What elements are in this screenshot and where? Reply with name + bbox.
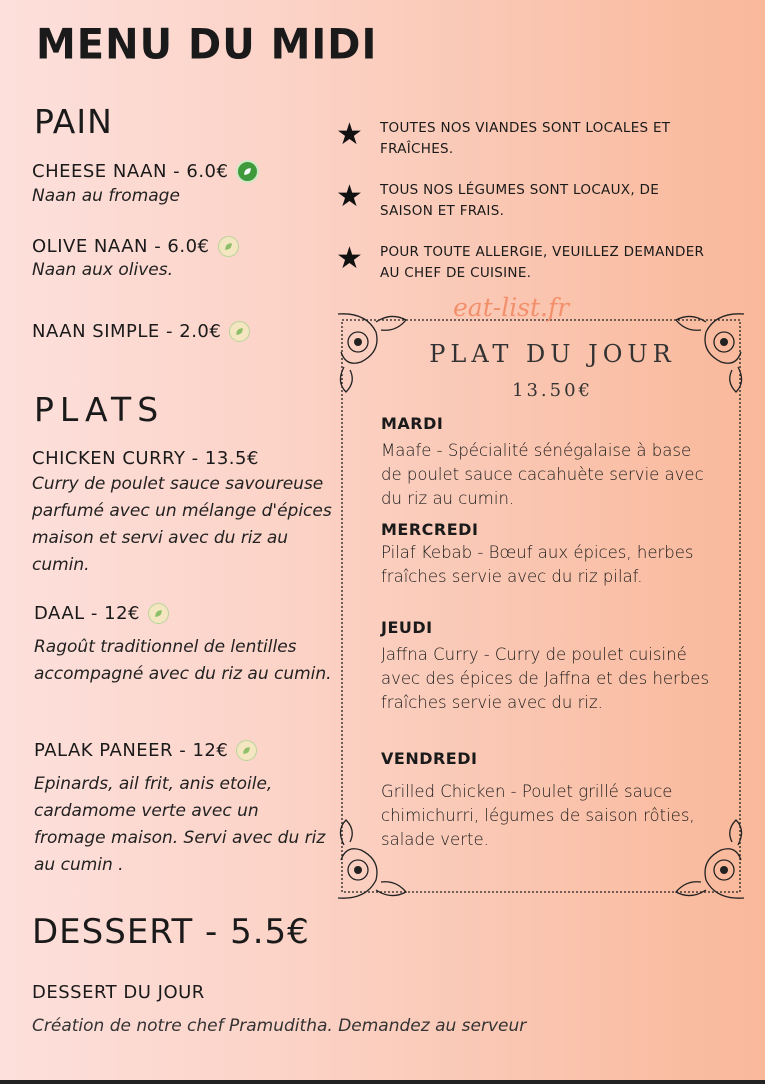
day-block-mercredi <box>381 520 711 589</box>
note-text: TOUTES NOS VIANDES SONT LOCALES ET FRAÎCHES. <box>380 120 671 157</box>
day-block-vendredi <box>381 749 711 852</box>
section-heading-pain: PAIN <box>34 102 113 141</box>
item-description: Naan au fromage <box>32 186 180 206</box>
vegetarian-leaf-icon <box>218 236 239 257</box>
item-description: Naan aux olives. <box>32 260 174 280</box>
day-label: JEUDI <box>381 618 433 637</box>
item-name: PALAK PANEER - 12€ <box>34 740 229 761</box>
note-item <box>336 242 726 284</box>
item-description: Ragoût traditionnel de lentilles accompagné avec du riz au cumin. <box>34 637 332 684</box>
section-heading-dessert: DESSERT - 5.5€ <box>32 912 310 952</box>
day-label: MERCREDI <box>381 520 479 539</box>
corner-ornament-top-left <box>338 314 406 392</box>
menu-item-daal <box>34 603 334 688</box>
day-description: Pilaf Kebab - Bœuf aux épices, herbes fraîches servie avec du riz pilaf. <box>381 543 694 586</box>
plat-du-jour-price: 13.50€ <box>512 380 593 401</box>
menu-item-palak-paneer <box>34 740 334 879</box>
menu-item-naan-simple <box>32 321 250 342</box>
watermark: eat-list.fr <box>453 293 570 322</box>
menu-title: MENU DU MIDI <box>36 20 378 70</box>
day-label: VENDREDI <box>381 749 478 768</box>
day-description: Maafe - Spécialité sénégalaise à base de poulet sauce cacahuète servie avec du riz au cumin. <box>381 441 704 508</box>
note-text: TOUS NOS LÉGUMES SONT LOCAUX, DE SAISON ET FRAIS. <box>380 182 660 219</box>
vegetarian-leaf-icon <box>229 321 250 342</box>
item-name: DAAL - 12€ <box>34 603 140 624</box>
item-description: Curry de poulet sauce savoureuse parfumé avec un mélange d'épices maison et servi avec du riz au cumin. <box>32 474 332 575</box>
star-icon: ★ <box>336 118 363 151</box>
dessert-subheading: DESSERT DU JOUR <box>32 982 205 1003</box>
dessert-description: Création de notre chef Pramuditha. Demandez au serveur <box>32 1016 527 1036</box>
item-description: Epinards, ail frit, anis etoile, cardamome verte avec un fromage maison. Servi avec du riz au cumin . <box>34 774 326 875</box>
day-block-jeudi <box>381 618 711 715</box>
day-description: Jaffna Curry - Curry de poulet cuisiné avec des épices de Jaffna et des herbes fraîches servie avec du riz. <box>381 645 710 712</box>
item-name: CHEESE NAAN - 6.0€ <box>32 161 229 182</box>
note-item <box>336 118 726 160</box>
plat-du-jour-title: PLAT DU JOUR <box>429 340 676 368</box>
menu-item-chicken-curry <box>32 448 332 579</box>
day-description: Grilled Chicken - Poulet grillé sauce chimichurri, légumes de saison rôties, salade verte. <box>381 782 695 849</box>
star-icon: ★ <box>336 242 363 275</box>
section-heading-plats: PLATS <box>34 390 165 429</box>
vegetarian-leaf-icon <box>236 740 257 761</box>
notes-list <box>336 118 726 304</box>
item-name: OLIVE NAAN - 6.0€ <box>32 236 210 257</box>
day-label: MARDI <box>381 414 444 433</box>
vegetarian-leaf-icon <box>236 160 259 183</box>
item-name: NAAN SIMPLE - 2.0€ <box>32 321 222 342</box>
item-name: CHICKEN CURRY - 13.5€ <box>32 448 259 469</box>
menu-item-cheese-naan <box>32 160 259 210</box>
star-icon: ★ <box>336 180 363 213</box>
vegetarian-leaf-icon <box>148 603 169 624</box>
note-item <box>336 180 726 222</box>
bottom-divider <box>0 1080 765 1084</box>
menu-item-olive-naan <box>32 236 239 284</box>
note-text: POUR TOUTE ALLERGIE, VEUILLEZ DEMANDER AU CHEF DE CUISINE. <box>380 244 705 281</box>
day-block-mardi <box>381 414 711 511</box>
